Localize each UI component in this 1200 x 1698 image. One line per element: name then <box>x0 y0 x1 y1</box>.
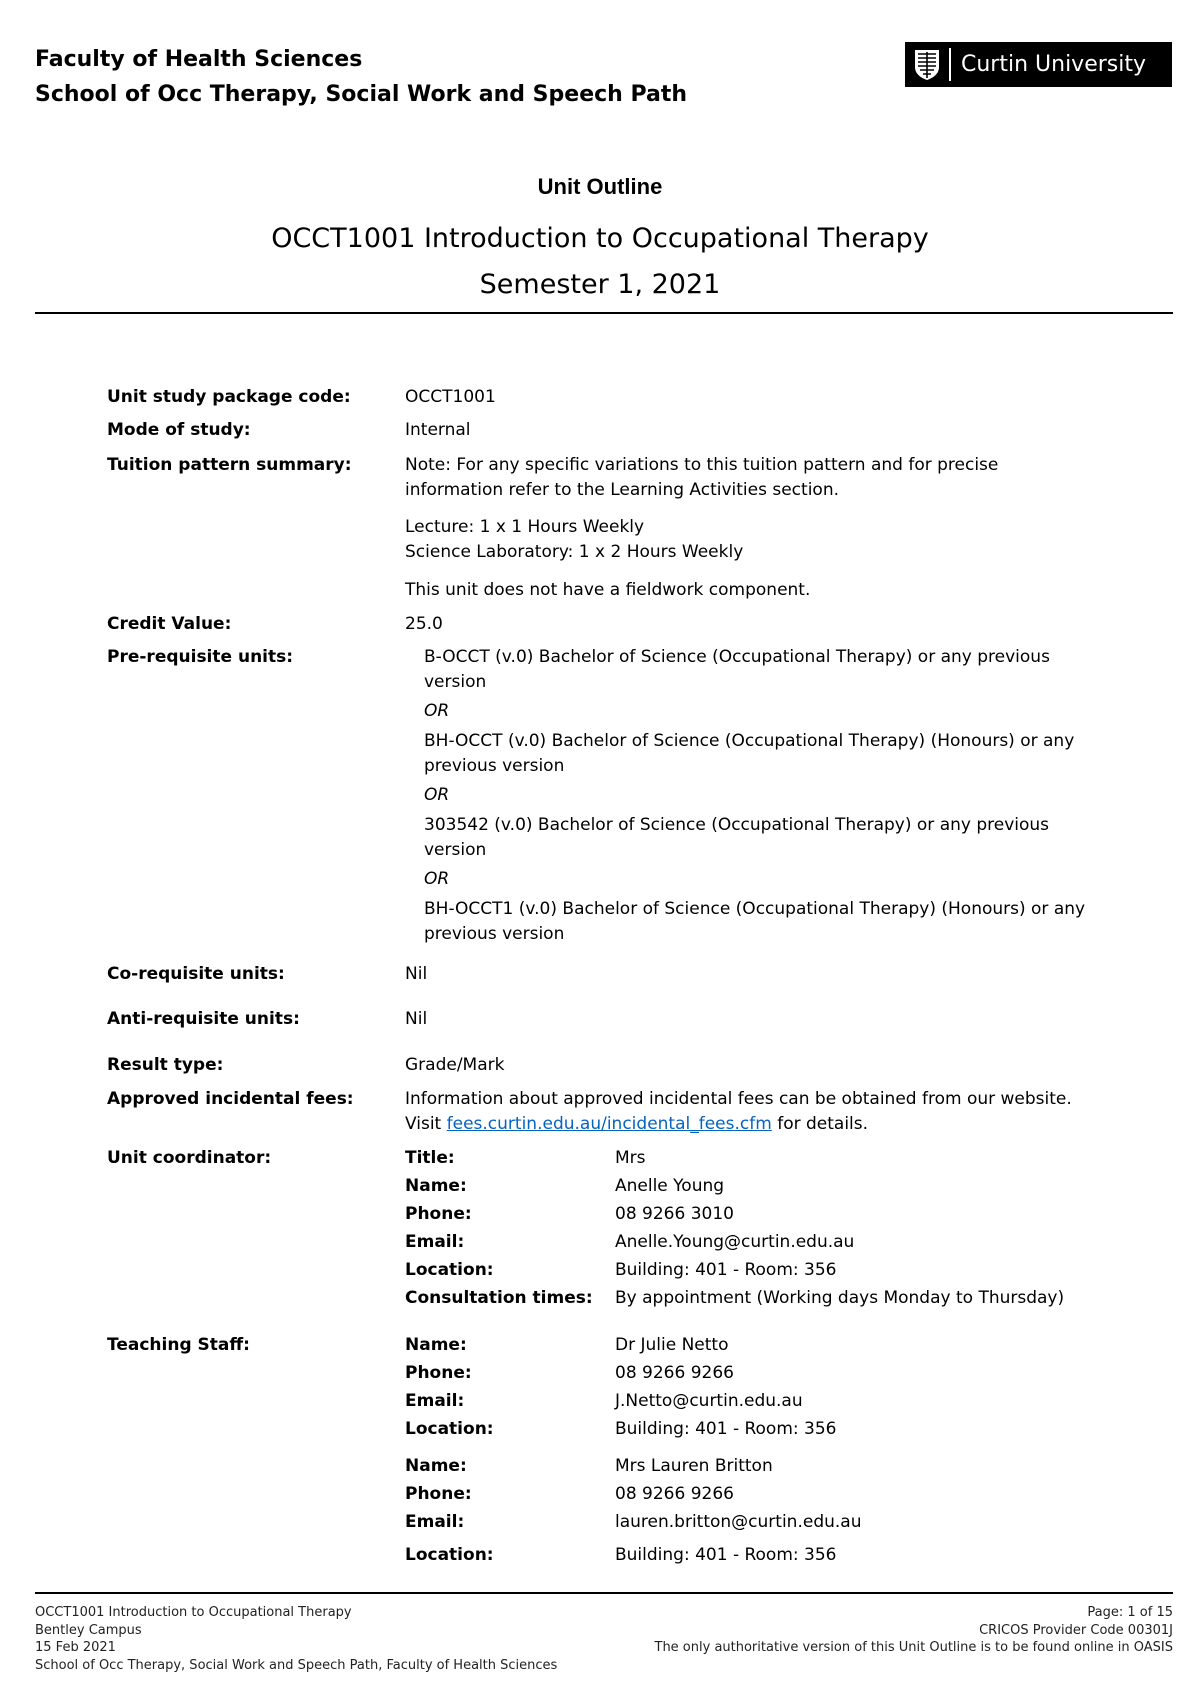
fees-visit-text: Visit <box>405 1114 442 1134</box>
footer-date: 15 Feb 2021 <box>35 1640 116 1655</box>
semester: Semester 1, 2021 <box>479 269 721 300</box>
fees-after-text: for details. <box>777 1114 869 1134</box>
prereq-or: OR <box>424 701 450 721</box>
coordinator-title-label: Title: <box>405 1148 455 1168</box>
footer-campus: Bentley Campus <box>35 1622 142 1638</box>
fees-label: Approved incidental fees: <box>107 1089 354 1109</box>
mode-value: Internal <box>405 420 471 440</box>
tuition-fieldwork: This unit does not have a fieldwork component. <box>405 580 811 600</box>
tuition-note-line1: Note: For any specific variations to this tuition pattern and for precise <box>405 455 999 475</box>
staff-email: lauren.britton@curtin.edu.au <box>615 1512 862 1532</box>
antireq-value: Nil <box>405 1009 428 1029</box>
unit-outline-label: Unit Outline <box>537 174 663 199</box>
staff-location-label: Location: <box>405 1545 494 1565</box>
prereq-or: OR <box>424 869 450 889</box>
coreq-value: Nil <box>405 964 428 984</box>
school-name: School of Occ Therapy, Social Work and Speech Path <box>35 82 688 107</box>
coordinator-location: Building: 401 - Room: 356 <box>615 1260 837 1280</box>
coordinator-name: Anelle Young <box>615 1176 725 1196</box>
staff-phone-label: Phone: <box>405 1484 472 1504</box>
coreq-label: Co-requisite units: <box>107 964 285 984</box>
coordinator-phone-label: Phone: <box>405 1204 472 1224</box>
prereq-item: BH-OCCT (v.0) Bachelor of Science (Occupational Therapy) (Honours) or any <box>424 731 1075 751</box>
coordinator-title: Mrs <box>615 1148 646 1168</box>
footer-left <box>35 1604 557 1674</box>
footer-page: Page: 1 of 15 <box>1087 1605 1173 1620</box>
footer-school: School of Occ Therapy, Social Work and Speech Path, Faculty of Health Sciences <box>35 1657 558 1673</box>
faculty-header <box>35 42 687 112</box>
tuition-note-line2: information refer to the Learning Activities section. <box>405 480 839 500</box>
credit-label: Credit Value: <box>107 614 232 634</box>
staff-email-label: Email: <box>405 1512 465 1532</box>
study-package-label: Unit study package code: <box>107 387 351 407</box>
staff-phone: 08 9266 9266 <box>615 1363 734 1383</box>
mode-label: Mode of study: <box>107 420 251 440</box>
prereq-item-cont: version <box>424 672 487 692</box>
coordinator-email: Anelle.Young@curtin.edu.au <box>615 1232 855 1252</box>
staff-name-label: Name: <box>405 1456 467 1476</box>
prereq-item: BH-OCCT1 (v.0) Bachelor of Science (Occupational Therapy) (Honours) or any <box>424 899 1086 919</box>
logo-text: Curtin University <box>961 52 1147 77</box>
staff-phone-label: Phone: <box>405 1363 472 1383</box>
staff-location-label: Location: <box>405 1419 494 1439</box>
staff-phone: 08 9266 9266 <box>615 1484 734 1504</box>
staff-name: Dr Julie Netto <box>615 1335 729 1355</box>
credit-value: 25.0 <box>405 614 443 634</box>
antireq-label: Anti-requisite units: <box>107 1009 300 1029</box>
tuition-lab: Science Laboratory: 1 x 2 Hours Weekly <box>405 542 744 562</box>
result-type-value: Grade/Mark <box>405 1055 505 1075</box>
staff-name-label: Name: <box>405 1335 467 1355</box>
tuition-lecture: Lecture: 1 x 1 Hours Weekly <box>405 517 645 537</box>
result-type-label: Result type: <box>107 1055 224 1075</box>
coordinator-consult: By appointment (Working days Monday to Thursday) <box>615 1288 1065 1308</box>
staff-email: J.Netto@curtin.edu.au <box>615 1391 803 1411</box>
staff-location: Building: 401 - Room: 356 <box>615 1545 837 1565</box>
footer-cricos: CRICOS Provider Code 00301J <box>979 1622 1173 1638</box>
fees-line2 <box>405 1112 1110 1137</box>
study-package-value: OCCT1001 <box>405 387 496 407</box>
tuition-label: Tuition pattern summary: <box>107 455 352 475</box>
coordinator-consult-label: Consultation times: <box>405 1288 593 1308</box>
prereq-item-cont: version <box>424 840 487 860</box>
unit-title: OCCT1001 Introduction to Occupational Therapy <box>271 223 929 254</box>
footer-unit: OCCT1001 Introduction to Occupational Therapy <box>35 1605 352 1620</box>
faculty-name: Faculty of Health Sciences <box>35 47 363 72</box>
staff-location: Building: 401 - Room: 356 <box>615 1419 837 1439</box>
prereq-or: OR <box>424 785 450 805</box>
title-divider <box>35 312 1173 314</box>
footer-authoritative-note: The only authoritative version of this Unit Outline is to be found online in OASIS <box>654 1640 1173 1655</box>
incidental-fees-link[interactable]: fees.curtin.edu.au/incidental_fees.cfm <box>446 1114 772 1134</box>
footer-right <box>655 1604 1174 1657</box>
coordinator-location-label: Location: <box>405 1260 494 1280</box>
prereq-item-cont: previous version <box>424 924 565 944</box>
prereq-item-cont: previous version <box>424 756 565 776</box>
coordinator-label: Unit coordinator: <box>107 1148 272 1168</box>
coordinator-name-label: Name: <box>405 1176 467 1196</box>
teaching-staff-label: Teaching Staff: <box>107 1335 250 1355</box>
crest-icon <box>905 49 949 81</box>
coordinator-phone: 08 9266 3010 <box>615 1204 734 1224</box>
staff-name: Mrs Lauren Britton <box>615 1456 773 1476</box>
prereq-item: B-OCCT (v.0) Bachelor of Science (Occupational Therapy) or any previous <box>424 647 1050 667</box>
prereq-label: Pre-requisite units: <box>107 647 294 667</box>
coordinator-email-label: Email: <box>405 1232 465 1252</box>
fees-line1: Information about approved incidental fees can be obtained from our website. <box>405 1089 1072 1109</box>
prereq-item: 303542 (v.0) Bachelor of Science (Occupational Therapy) or any previous <box>424 815 1050 835</box>
footer-divider <box>35 1592 1173 1594</box>
staff-email-label: Email: <box>405 1391 465 1411</box>
curtin-logo <box>905 42 1172 87</box>
